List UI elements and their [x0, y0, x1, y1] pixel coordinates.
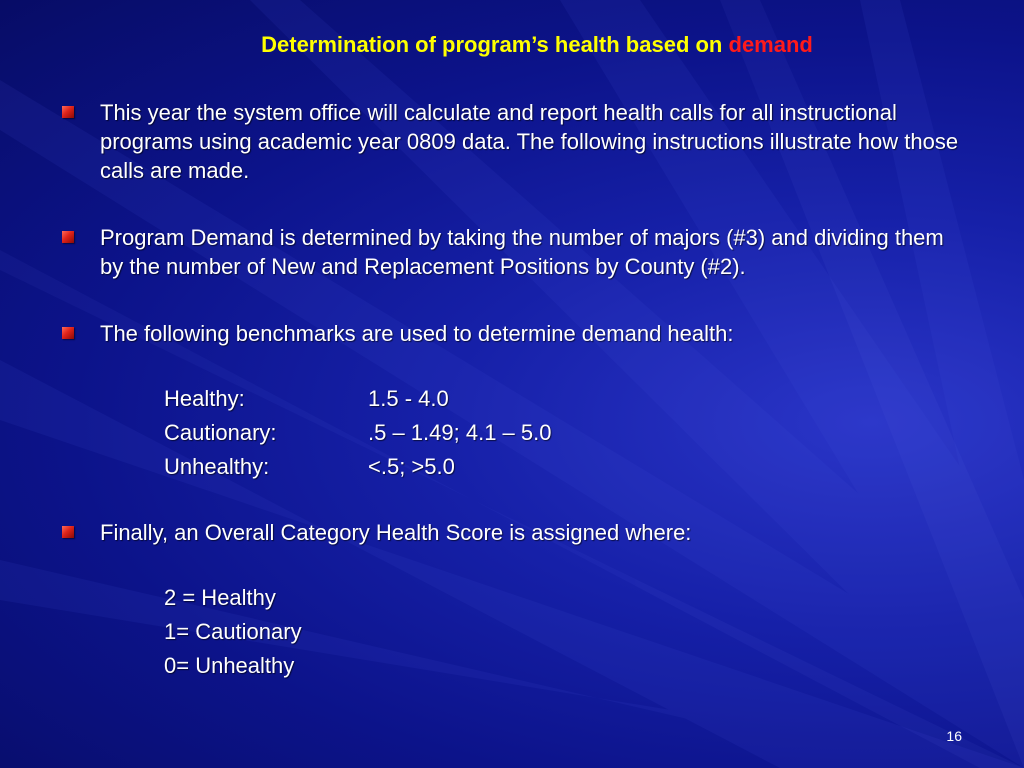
bullet-item [62, 98, 962, 185]
score-item: 1= Cautionary [164, 619, 302, 644]
slide-content [62, 98, 962, 717]
square-bullet-icon [62, 231, 74, 243]
slide-title [0, 32, 1024, 58]
benchmark-row [164, 416, 962, 450]
slide-title-accent: demand [728, 32, 813, 57]
bullet-text: The following benchmarks are used to determine demand health: [100, 321, 734, 346]
slide-title-main: Determination of program’s health based on [261, 32, 729, 57]
benchmark-range: <.5; >5.0 [368, 454, 455, 479]
benchmark-list [164, 382, 962, 484]
bullet-text: Program Demand is determined by taking the number of majors (#3) and dividing them by the number of New and Replacement Positions by County (#2). [100, 225, 944, 279]
square-bullet-icon [62, 327, 74, 339]
benchmark-range: .5 – 1.49; 4.1 – 5.0 [368, 420, 552, 445]
benchmark-row [164, 382, 962, 416]
benchmark-label: Healthy: [164, 386, 245, 411]
square-bullet-icon [62, 526, 74, 538]
bullet-item [62, 319, 962, 348]
score-item: 2 = Healthy [164, 585, 276, 610]
score-item: 0= Unhealthy [164, 653, 295, 678]
bullet-text: This year the system office will calculate and report health calls for all instructional programs using academic year 0809 data. The following instructions illustrate how those calls are made. [100, 100, 959, 183]
benchmark-row [164, 450, 962, 484]
benchmark-label: Unhealthy: [164, 454, 270, 479]
bullet-item [62, 223, 962, 281]
page-number: 16 [946, 728, 962, 744]
benchmark-range: 1.5 - 4.0 [368, 386, 449, 411]
bullet-item [62, 518, 962, 547]
square-bullet-icon [62, 106, 74, 118]
score-list [164, 581, 962, 683]
bullet-text: Finally, an Overall Category Health Score is assigned where: [100, 520, 692, 545]
benchmark-label: Cautionary: [164, 420, 277, 445]
